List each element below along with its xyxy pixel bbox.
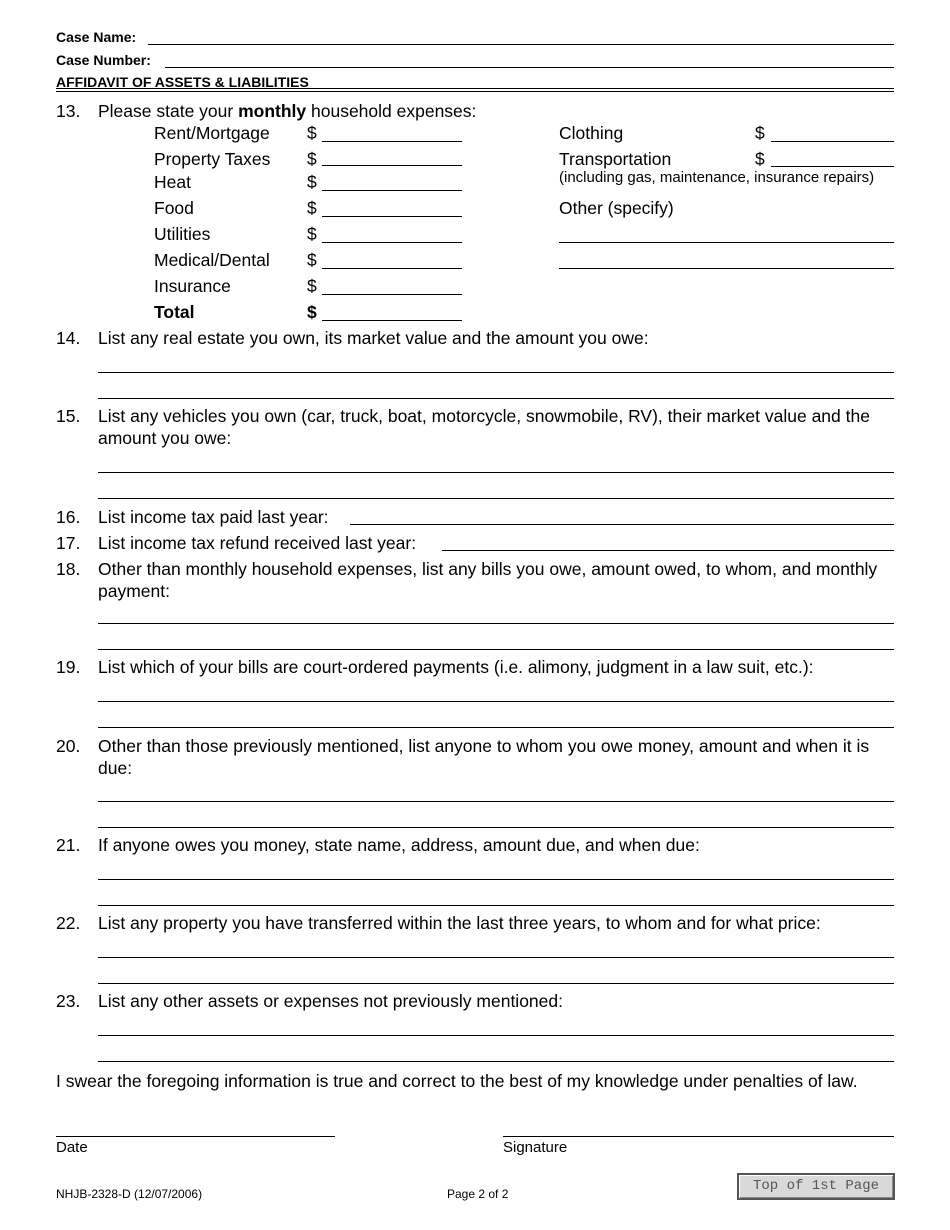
rent-mortgage-label: Rent/Mortgage bbox=[154, 123, 270, 143]
transportation-field[interactable] bbox=[771, 166, 894, 167]
q18-number: 18. bbox=[56, 559, 81, 579]
currency-sign: $ bbox=[755, 149, 765, 169]
q19-text: List which of your bills are court-ordered payments (i.e. alimony, judgment in a law suit, etc.): bbox=[98, 657, 814, 677]
currency-sign: $ bbox=[755, 123, 765, 143]
q23-number: 23. bbox=[56, 991, 81, 1011]
heat-field[interactable] bbox=[322, 190, 462, 191]
other-specify-field-1[interactable] bbox=[559, 242, 894, 243]
case-name-field[interactable] bbox=[148, 44, 894, 45]
other-specify-label: Other (specify) bbox=[559, 198, 674, 218]
property-taxes-field[interactable] bbox=[322, 165, 462, 166]
case-name-label: Case Name: bbox=[56, 29, 137, 45]
q22-text: List any property you have transferred within the last three years, to whom and for what price: bbox=[98, 913, 821, 933]
q15-text: List any vehicles you own (car, truck, boat, motorcycle, snowmobile, RV), their market value and the amount you owe: bbox=[98, 406, 870, 448]
top-of-first-page-button[interactable]: Top of 1st Page bbox=[737, 1173, 895, 1200]
currency-sign: $ bbox=[307, 149, 317, 169]
currency-sign: $ bbox=[307, 172, 317, 192]
oath-statement: I swear the foregoing information is true and correct to the best of my knowledge under penalties of law. bbox=[56, 1071, 858, 1091]
heat-label: Heat bbox=[154, 172, 191, 192]
q13-number: 13. bbox=[56, 101, 81, 121]
q21-answer-line-1[interactable] bbox=[98, 879, 894, 880]
signature-label: Signature bbox=[503, 1139, 568, 1156]
currency-sign: $ bbox=[307, 302, 317, 322]
utilities-field[interactable] bbox=[322, 242, 462, 243]
q14-answer-line-1[interactable] bbox=[98, 372, 894, 373]
q21-number: 21. bbox=[56, 835, 81, 855]
case-number-label: Case Number: bbox=[56, 52, 151, 68]
form-title: AFFIDAVIT OF ASSETS & LIABILITIES bbox=[56, 74, 309, 90]
q22-answer-line-2[interactable] bbox=[98, 983, 894, 984]
q23-text: List any other assets or expenses not previously mentioned: bbox=[98, 991, 563, 1011]
q17-answer-field[interactable] bbox=[442, 550, 894, 551]
q14-text: List any real estate you own, its market value and the amount you owe: bbox=[98, 328, 649, 348]
food-label: Food bbox=[154, 198, 194, 218]
clothing-field[interactable] bbox=[771, 141, 894, 142]
currency-sign: $ bbox=[307, 224, 317, 244]
q14-answer-line-2[interactable] bbox=[98, 398, 894, 399]
q22-number: 22. bbox=[56, 913, 81, 933]
rent-mortgage-field[interactable] bbox=[322, 141, 462, 142]
date-field[interactable] bbox=[56, 1136, 335, 1137]
q23-answer-line-2[interactable] bbox=[98, 1061, 894, 1062]
q23-answer-line-1[interactable] bbox=[98, 1035, 894, 1036]
medical-dental-field[interactable] bbox=[322, 268, 462, 269]
property-taxes-label: Property Taxes bbox=[154, 149, 271, 169]
total-field[interactable] bbox=[322, 320, 462, 321]
q18-answer-line-2[interactable] bbox=[98, 649, 894, 650]
title-rule-bottom bbox=[56, 91, 894, 92]
case-number-field[interactable] bbox=[165, 67, 894, 68]
q21-text: If anyone owes you money, state name, address, amount due, and when due: bbox=[98, 835, 700, 855]
q15-answer-line-2[interactable] bbox=[98, 498, 894, 499]
q22-answer-line-1[interactable] bbox=[98, 957, 894, 958]
q20-number: 20. bbox=[56, 736, 81, 756]
q15-number: 15. bbox=[56, 406, 81, 426]
page-number: Page 2 of 2 bbox=[447, 1187, 509, 1201]
form-id: NHJB-2328-D (12/07/2006) bbox=[56, 1187, 203, 1201]
other-specify-field-2[interactable] bbox=[559, 268, 894, 269]
title-rule-top bbox=[56, 88, 894, 89]
total-label: Total bbox=[154, 302, 195, 322]
q14-number: 14. bbox=[56, 328, 81, 348]
date-label: Date bbox=[56, 1139, 88, 1156]
q19-answer-line-1[interactable] bbox=[98, 701, 894, 702]
q20-answer-line-2[interactable] bbox=[98, 827, 894, 828]
q16-number: 16. bbox=[56, 507, 81, 527]
food-field[interactable] bbox=[322, 216, 462, 217]
signature-field[interactable] bbox=[503, 1136, 894, 1137]
medical-dental-label: Medical/Dental bbox=[154, 250, 270, 270]
q16-answer-field[interactable] bbox=[350, 524, 894, 525]
transportation-label: Transportation bbox=[559, 149, 672, 169]
q18-text: Other than monthly household expenses, list any bills you owe, amount owed, to whom, and monthly payment: bbox=[98, 559, 878, 601]
q21-answer-line-2[interactable] bbox=[98, 905, 894, 906]
q17-text: List income tax refund received last year: bbox=[98, 533, 417, 553]
q19-number: 19. bbox=[56, 657, 81, 677]
q19-answer-line-2[interactable] bbox=[98, 727, 894, 728]
q20-text: Other than those previously mentioned, list anyone to whom you owe money, amount and when it is due: bbox=[98, 736, 870, 778]
q17-number: 17. bbox=[56, 533, 81, 553]
q20-answer-line-1[interactable] bbox=[98, 801, 894, 802]
q18-answer-line-1[interactable] bbox=[98, 623, 894, 624]
currency-sign: $ bbox=[307, 198, 317, 218]
utilities-label: Utilities bbox=[154, 224, 211, 244]
currency-sign: $ bbox=[307, 276, 317, 296]
clothing-label: Clothing bbox=[559, 123, 624, 143]
q15-answer-line-1[interactable] bbox=[98, 472, 894, 473]
q13-text: Please state your monthly household expenses: bbox=[98, 101, 477, 121]
q16-text: List income tax paid last year: bbox=[98, 507, 329, 527]
insurance-label: Insurance bbox=[154, 276, 231, 296]
currency-sign: $ bbox=[307, 123, 317, 143]
transportation-note: (including gas, maintenance, insurance repairs) bbox=[559, 169, 875, 186]
currency-sign: $ bbox=[307, 250, 317, 270]
insurance-field[interactable] bbox=[322, 294, 462, 295]
